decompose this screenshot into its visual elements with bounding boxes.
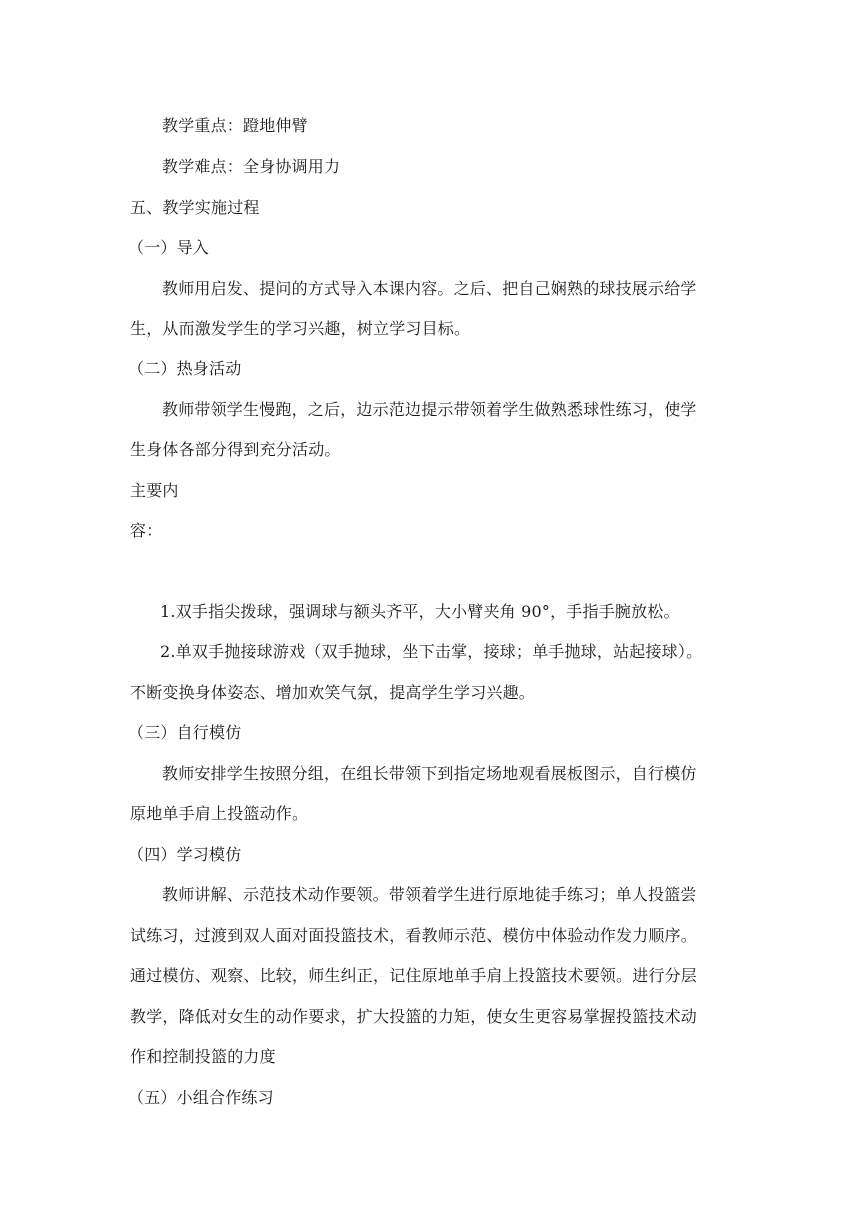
section-five-heading: 五、教学实施过程 xyxy=(130,198,260,217)
main-content-label-line-2: 容： xyxy=(130,521,163,540)
key-point-line: 教学重点：蹬地伸臂 xyxy=(162,116,308,135)
difficult-point-line: 教学难点：全身协调用力 xyxy=(162,157,341,176)
intro-paragraph-line-2: 生，从而激发学生的学习兴趣，树立学习目标。 xyxy=(130,319,471,338)
learn-imitation-paragraph-line-4: 教学，降低对女生的动作要求，扩大投篮的力矩，使女生更容易掌握投篮技术动 xyxy=(130,1007,698,1026)
self-imitation-paragraph-line-2: 原地单手肩上投篮动作。 xyxy=(130,804,309,823)
main-content-item-2-line-2: 不断变换身体姿态、增加欢笑气氛，提高学生学习兴趣。 xyxy=(130,683,536,702)
learn-imitation-paragraph-line-3: 通过模仿、观察、比较，师生纠正，记住原地单手肩上投篮技术要领。进行分层 xyxy=(130,966,698,985)
warmup-paragraph-line-2: 生身体各部分得到充分活动。 xyxy=(130,440,341,459)
self-imitation-paragraph-line-1: 教师安排学生按照分组，在组长带领下到指定场地观看展板图示，自行模仿 xyxy=(162,764,697,783)
main-content-item-2-line-1: 2.单双手抛接球游戏（双手抛球，坐下击掌，接球；单手抛球，站起接球）。 xyxy=(160,642,703,661)
intro-heading: （一）导入 xyxy=(128,238,210,257)
learn-imitation-paragraph-line-1: 教师讲解、示范技术动作要领。带领着学生进行原地徒手练习；单人投篮尝 xyxy=(162,885,697,904)
intro-paragraph-line-1: 教师用启发、提问的方式导入本课内容。之后、把自己娴熟的球技展示给学 xyxy=(162,279,697,298)
group-practice-heading: （五）小组合作练习 xyxy=(128,1088,274,1107)
learn-imitation-heading: （四）学习模仿 xyxy=(128,845,242,864)
main-content-label-line-1: 主要内 xyxy=(130,481,179,500)
warmup-paragraph-line-1: 教师带领学生慢跑，之后，边示范边提示带领着学生做熟悉球性练习，使学 xyxy=(162,400,697,419)
main-content-item-1: 1.双手指尖拨球，强调球与额头齐平，大小臂夹角 90°，手指手腕放松。 xyxy=(160,602,680,621)
self-imitation-heading: （三）自行模仿 xyxy=(128,723,242,742)
learn-imitation-paragraph-line-2: 试练习，过渡到双人面对面投篮技术，看教师示范、模仿中体验动作发力顺序。 xyxy=(130,926,698,945)
learn-imitation-paragraph-line-5: 作和控制投篮的力度 xyxy=(130,1047,276,1066)
warmup-heading: （二）热身活动 xyxy=(128,359,242,378)
